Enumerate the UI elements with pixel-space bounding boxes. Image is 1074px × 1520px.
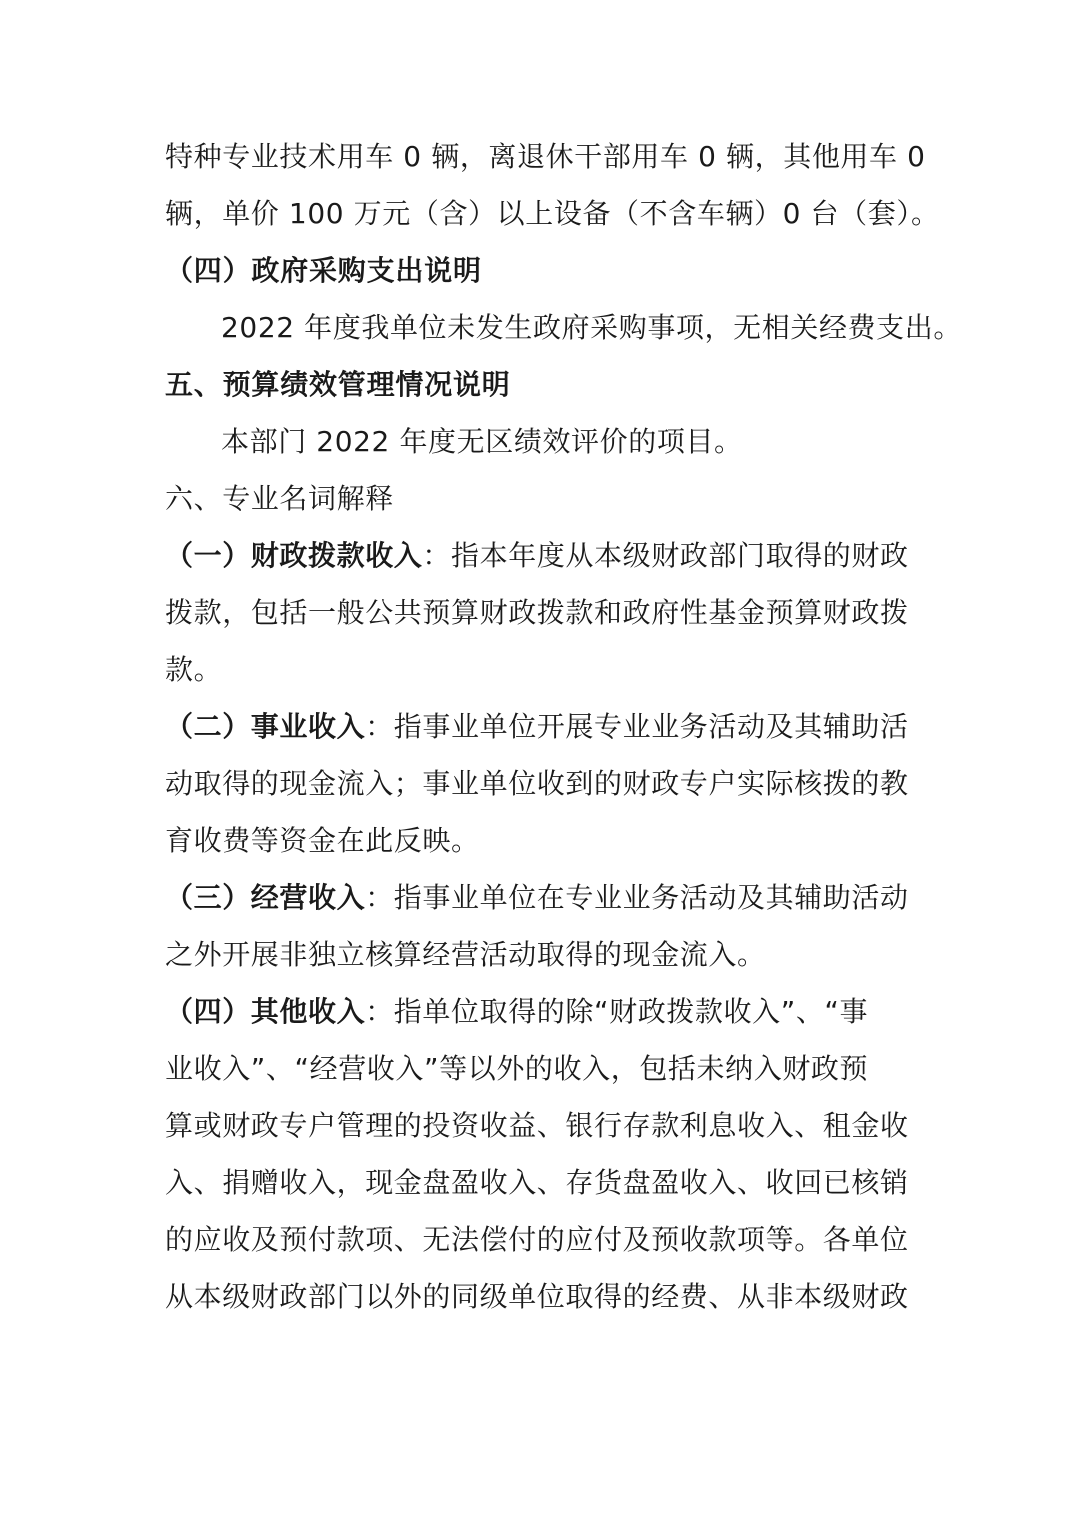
paragraph-line: 业收入”、“经营收入”等以外的收入，包括未纳入财政预 [165,1052,869,1085]
paragraph-line: 从本级财政部门以外的同级单位取得的经费、从非本级财政 [165,1280,909,1313]
section-heading-glossary: 六、专业名词解释 [165,482,394,515]
paragraph-line: 算或财政专户管理的投资收益、银行存款利息收入、租金收 [165,1109,909,1142]
term-definition-line [165,527,925,584]
paragraph-line: 育收费等资金在此反映。 [165,824,480,857]
paragraph-line: 2022 年度我单位未发生政府采购事项，无相关经费支出。 [221,311,962,344]
paragraph-line: 拨款，包括一般公共预算财政拨款和政府性基金预算财政拨 [165,596,909,629]
term-label: （三）经营收入 [165,881,366,914]
term-definition-line [165,983,925,1040]
term-definition-line [165,698,925,755]
term-definition-text: ：指事业单位在专业业务活动及其辅助活动 [365,881,909,914]
document-body [165,128,962,1325]
paragraph-line: 辆，单价 100 万元（含）以上设备（不含车辆）0 台（套）。 [165,197,940,230]
term-label: （四）其他收入 [165,995,366,1028]
paragraph-line: 特种专业技术用车 0 辆，离退休干部用车 0 辆，其他用车 0 [165,140,926,173]
term-definition-text: ：指本年度从本级财政部门取得的财政 [422,539,909,572]
paragraph-line: 入、捐赠收入，现金盘盈收入、存货盘盈收入、收回已核销 [165,1166,909,1199]
section-heading-procurement: （四）政府采购支出说明 [165,254,482,287]
term-label: （一）财政拨款收入 [165,539,423,572]
term-definition-line [165,869,925,926]
paragraph-line: 款。 [165,653,223,686]
term-definition-text: ：指单位取得的除“财政拨款收入”、“事 [365,995,869,1028]
paragraph-line: 的应收及预付款项、无法偿付的应付及预收款项等。各单位 [165,1223,909,1256]
section-heading-performance: 五、预算绩效管理情况说明 [165,368,511,401]
paragraph-line: 之外开展非独立核算经营活动取得的现金流入。 [165,938,766,971]
paragraph-line: 动取得的现金流入；事业单位收到的财政专户实际核拨的教 [165,767,909,800]
term-definition-text: ：指事业单位开展专业业务活动及其辅助活 [365,710,909,743]
term-label: （二）事业收入 [165,710,366,743]
paragraph-line: 本部门 2022 年度无区绩效评价的项目。 [221,425,743,458]
